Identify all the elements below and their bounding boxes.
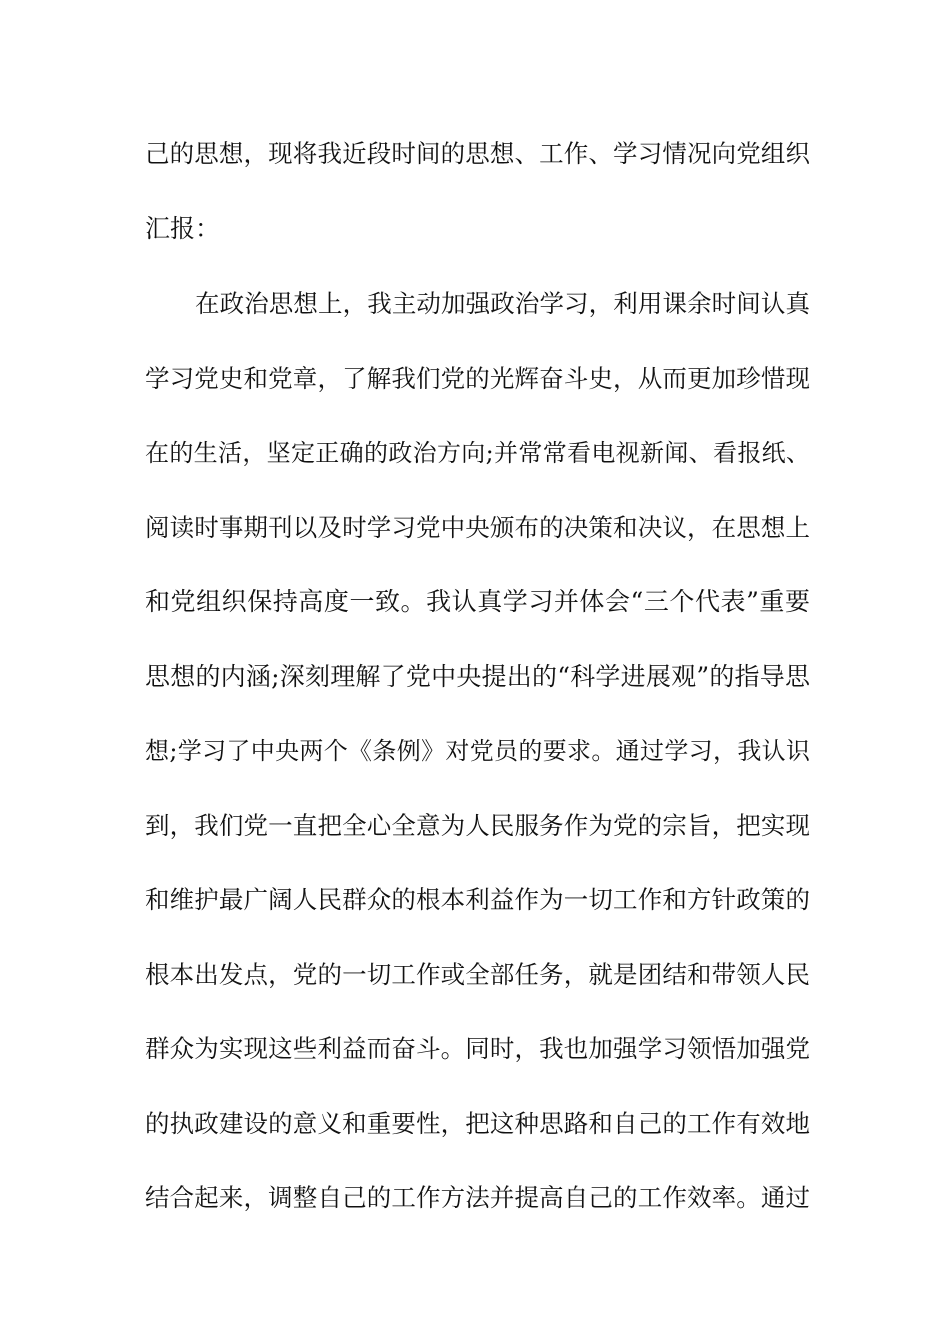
text-line: 和维护最广阔人民群众的根本利益作为一切工作和方针政策的 <box>145 885 810 914</box>
text-line: 结合起来，调整自己的工作方法并提高自己的工作效率。通过 <box>145 1183 810 1212</box>
text-line: 己的思想，现将我近段时间的思想、工作、学习情况向党组织 <box>145 139 810 168</box>
text-line: 和党组织保持高度一致。我认真学习并体会“三个代表”重要 <box>145 587 810 616</box>
paragraph-first-line: 在政治思想上，我主动加强政治学习，利用课余时间认真 <box>195 289 810 318</box>
text-line: 根本出发点，党的一切工作或全部任务，就是团结和带领人民 <box>145 960 810 989</box>
text-line: 阅读时事期刊以及时学习党中央颁布的决策和决议，在思想上 <box>145 513 810 542</box>
text-line: 群众为实现这些利益而奋斗。同时，我也加强学习领悟加强党 <box>145 1034 810 1063</box>
text-line: 汇报： <box>145 214 221 243</box>
text-line: 在的生活，坚定正确的政治方向;并常常看电视新闻、看报纸、 <box>145 439 810 467</box>
text-line: 的执政建设的意义和重要性，把这种思路和自己的工作有效地 <box>145 1109 810 1138</box>
text-line: 学习党史和党章，了解我们党的光辉奋斗史，从而更加珍惜现 <box>145 364 810 393</box>
text-line: 思想的内涵;深刻理解了党中央提出的“科学进展观”的指导思 <box>145 662 810 691</box>
text-line: 到，我们党一直把全心全意为人民服务作为党的宗旨，把实现 <box>145 811 810 840</box>
text-line: 想;学习了中央两个《条例》对党员的要求。通过学习，我认识 <box>145 737 810 765</box>
